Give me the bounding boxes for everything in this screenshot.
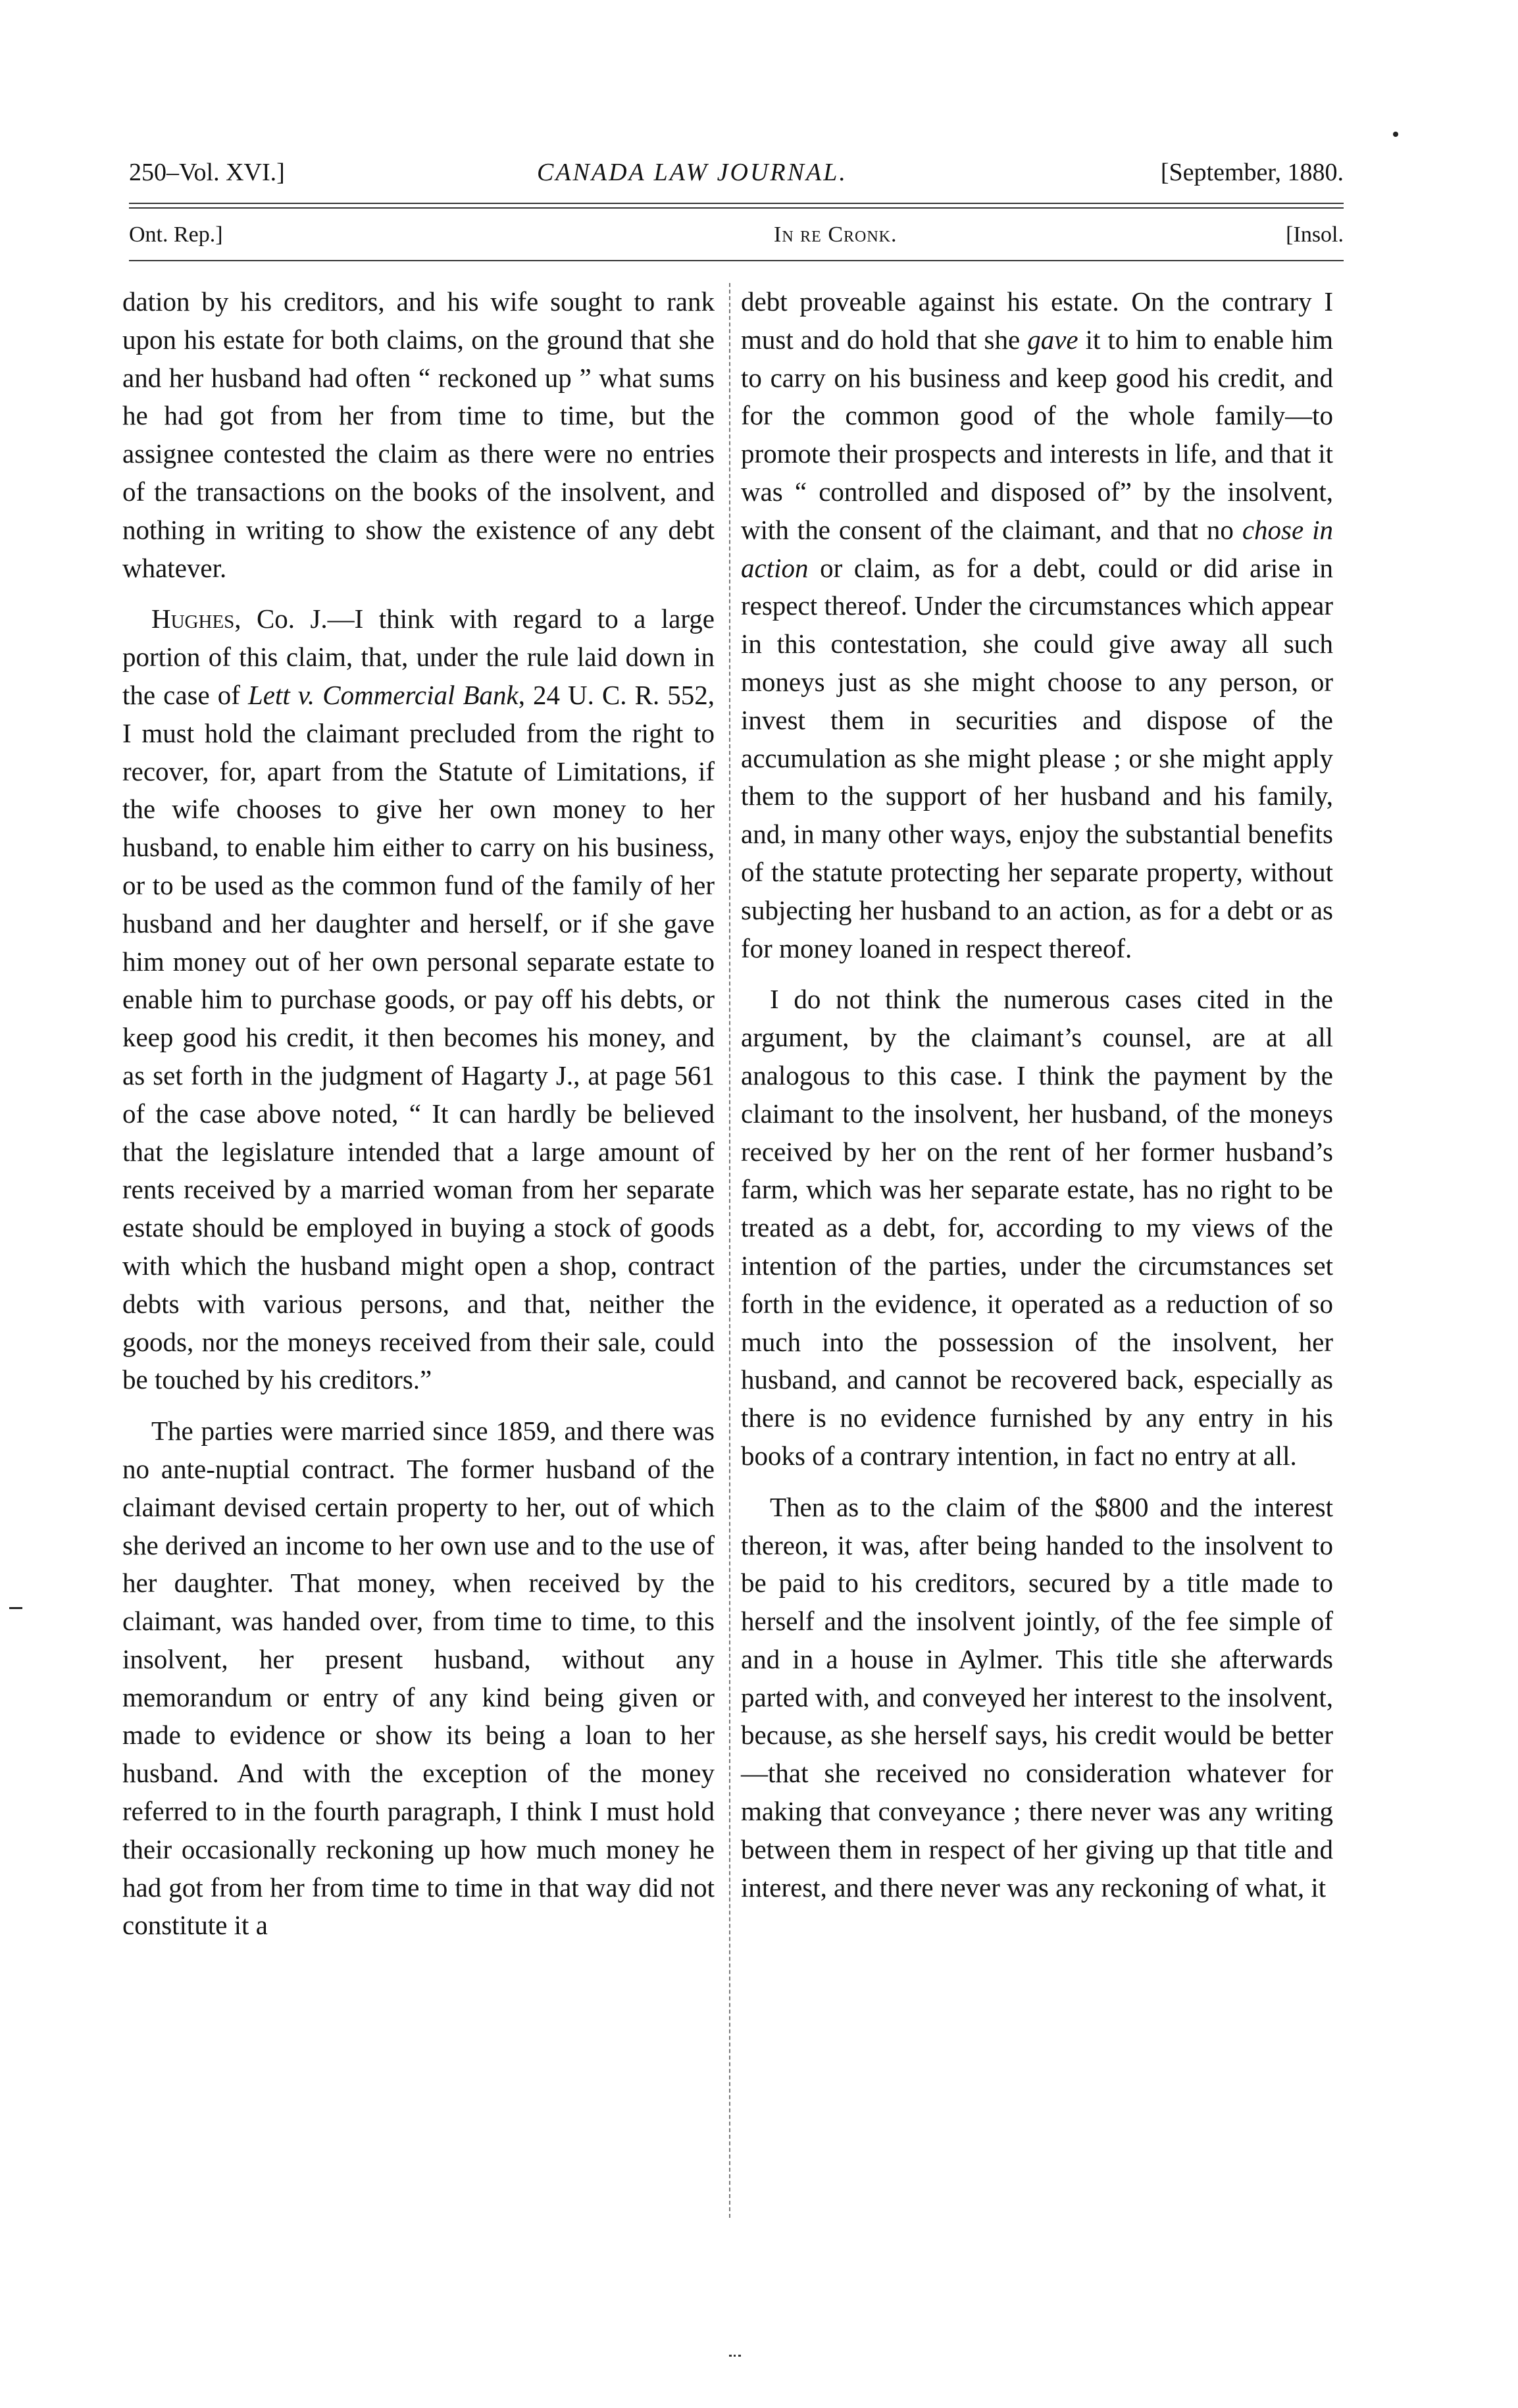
legal-term: chose in action [741,514,1333,583]
bottom-mark [729,2355,741,2357]
column-divider [729,283,730,2218]
text-run: debt proveable against his estate. On the contrary I must and do hold that she [741,286,1333,355]
margin-mark [9,1607,22,1609]
text-run: or claim, as for a debt, could or did arise in respect thereof. Under the circumstances which appear in this contestation, she could give away all such moneys just as she might choose to any person, or invest them in securities and dispose of the accumulation as she might please ; or she might apply them to the support of her husband and his family, and, in many other ways, enjoy the substantial benefits of the statute protecting her separate property, without subjecting her husband to an action, as for a debt or as for money loaned in respect thereof. [741,552,1333,963]
print-speck [1393,132,1398,137]
running-header [129,158,1344,197]
paragraph: I do not think the numerous cases cited in the argument, by the claimant’s counsel, are at all analogous to this case. I think the payment by the claimant to the insolvent, her husband, of the moneys received by her on the rent of her former husband’s farm, which was her separate estate, has no right to be treated as a debt, for, according to my views of the intention of the parties, under the circumstances set forth in the evidence, it operated as a reduction of so much into the possession of the insolvent, her husband, and cannot be recovered back, especially as there is no evidence furnished by any entry in his books of a contrary intention, in fact no entry at all. [741,984,1333,1471]
paragraph [122,600,715,1399]
issue-date: [September, 1880. [1160,159,1344,186]
paragraph [741,283,1333,967]
text-run: , Co. J.—I think with regard to a large portion of this claim, that, under the rule laid down in the case of [122,603,715,710]
paragraph: The parties were married since 1859, and there was no ante-nuptial contract. The former husband of the claimant devised certain property to her, out of which she derived an income to her own use and to the use of her daughter. That money, when received by the claimant, was handed over, from time to time, to this insolvent, her present husband, without any memorandum or entry of any kind being given or made to evidence or show its being a loan to her husband. And with the exception of the money referred to in the fourth paragraph, I think I must hold their occasionally reckoning up how much money he had got from her from time to time in that way did not constitute it a [122,1416,715,1941]
paragraph: Then as to the claim of the $800 and the interest thereon, it was, after being handed to the insolvent to be paid to his creditors, secured by a title made to herself and the insolvent jointly, of the fee simple of and in a house in Aylmer. This title she afterwards parted with, and conveyed her interest to the insolvent, because, as she herself says, his credit would be better—that she received no consideration whatever for making that conveyance ; there never was any writing between them in respect of her giving up that title and interest, and there never was any reckoning of what, it [741,1491,1333,1903]
case-citation: Lett v. Commercial Bank [247,679,519,710]
subheader-rule [129,260,1344,261]
case-name: In re Cronk. [774,222,898,247]
report-series: Ont. Rep.] [129,222,223,247]
case-subheader [129,222,1344,255]
journal-title: CANADA LAW JOURNAL. [537,159,848,186]
right-column [741,283,1333,1920]
paragraph: dation by his creditors, and his wife sought to rank upon his estate for both claims, on the ground that she and her husband had often “ reckoned up ” what sums he had got from her from time to time, but the assignee contested the claim as there were no entries of the transactions on the books of the insolvent, and nothing in writing to show the existence of any debt whatever. [122,286,715,583]
text-run: it to him to enable him to carry on his business and keep good his credit, and for the common good of the whole family—to promote their prospects and interests in life, and that it was “ controlled and disposed of” by the insolvent, with the consent of the claimant, and that no [741,324,1333,545]
header-rule-top [129,203,1344,204]
court-type: [Insol. [1286,222,1344,247]
emphasis: gave [1027,324,1078,355]
judge-name: Hughes [151,603,235,634]
page-volume-label: 250–Vol. XVI.] [129,159,285,186]
text-run: , 24 U. C. R. 552, I must hold the claimant precluded from the right to recover, for, apart from the Statute of Limitations, if the wife chooses to give her own money to her husband, to enable him either to carry on his business, or to be used as the common fund of the family of her husband and her daughter and herself, or if she gave him money out of her own personal separate estate to enable him to purchase goods, or pay off his debts, or keep good his credit, it then becomes his money, and as set forth in the judgment of Hagarty J., at page 561 of the case above noted, “ It can hardly be believed that the legislature intended that a large amount of rents received by a married woman from her separate estate should be employed in buying a stock of goods with which the husband might open a shop, contract debts with various persons, and that, neither the goods, nor the moneys received from their sale, could be touched by his creditors.” [122,679,715,1395]
header-rule-bottom [129,207,1344,209]
left-column [122,283,715,1958]
